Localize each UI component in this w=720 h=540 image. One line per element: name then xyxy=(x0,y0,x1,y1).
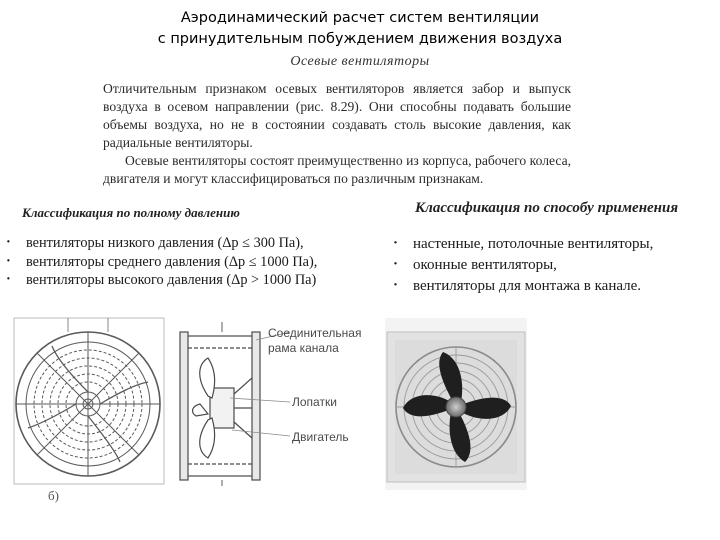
figure-label-b: б) xyxy=(48,488,59,503)
list-item: · вентиляторы для монтажа в канале. xyxy=(393,276,653,297)
pressure-classification-heading: Классификация по полному давлению xyxy=(22,205,240,220)
usage-classification-list xyxy=(393,234,653,297)
usage-classification-heading: Классификация по способу применения xyxy=(415,200,679,216)
callout-motor: Двигатель xyxy=(292,430,349,444)
intro-text xyxy=(103,80,571,188)
page-title-line1: Аэродинамический расчет систем вентиляции xyxy=(180,10,540,26)
section-subtitle: Осевые вентиляторы xyxy=(290,54,430,69)
list-item: · вентиляторы низкого давления (Δp ≤ 300 Па), xyxy=(6,234,317,253)
pressure-classification-list xyxy=(6,234,317,290)
list-item: · оконные вентиляторы, xyxy=(393,255,653,276)
fan-photo xyxy=(385,318,527,490)
callout-frame-line2: рама канала xyxy=(268,341,339,355)
list-item: · вентиляторы высокого давления (Δp > 1000 Па) xyxy=(6,271,317,290)
intro-paragraph-1: Отличительным признаком осевых вентиляторов является забор и выпуск воздуха в осевом направлении (рис. 8.29). Они способны подавать большие объемы воздуха, но не в состоянии создавать столь высокие давления, как радиальные вентиляторы. xyxy=(103,81,571,150)
list-item: · настенные, потолочные вентиляторы, xyxy=(393,234,653,255)
callout-frame xyxy=(268,326,361,356)
intro-paragraph-2: Осевые вентиляторы состоят преимущественно из корпуса, рабочего колеса, двигателя и могут классифицироваться по различным признакам. xyxy=(103,153,571,186)
fan-front-view-drawing xyxy=(8,312,172,490)
list-item: · вентиляторы среднего давления (Δp ≤ 1000 Па), xyxy=(6,253,317,272)
page-title-line2: с принудительным побуждением движения воздуха xyxy=(157,31,563,47)
callout-frame-line1: Соединительная xyxy=(268,326,362,340)
callout-blades: Лопатки xyxy=(292,395,337,409)
